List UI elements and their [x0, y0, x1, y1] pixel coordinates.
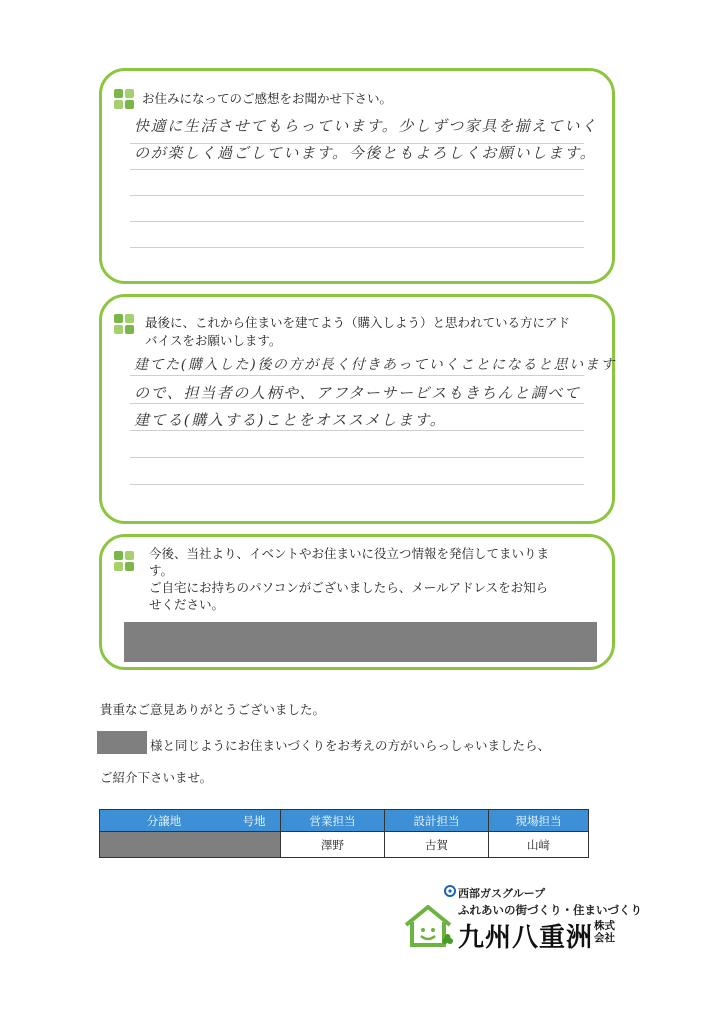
handwritten-answer-line: 快適に生活させてもらっています。少しずつ家具を揃えていく	[134, 117, 598, 135]
newsletter-box	[99, 534, 615, 670]
referral-text-2: ご紹介下さいませ。	[100, 770, 213, 785]
gas-group-icon	[444, 885, 456, 897]
newsletter-prompt-line: す。	[149, 563, 174, 578]
answer-rule	[130, 403, 584, 404]
table-header: 営業担当	[281, 810, 385, 832]
redacted-email	[124, 622, 597, 662]
table-header-row	[100, 810, 589, 832]
answer-rule	[130, 169, 584, 170]
advice-prompt-line: 最後に、これから住まいを建てよう（購入しよう）と思われている方にアド	[145, 315, 571, 330]
sales-staff-cell: 澤野	[281, 832, 385, 858]
clover-icon	[114, 314, 134, 334]
company-tagline: ふれあいの街づくり・住まいづくり	[458, 903, 642, 917]
impressions-box	[99, 68, 615, 284]
table-header: 分譲地	[100, 810, 229, 832]
clover-icon	[114, 89, 134, 109]
site-staff-cell: 山﨑	[489, 832, 589, 858]
handwritten-answer-line: 建てた(購入した)後の方が長く付きあっていくことになると思います	[134, 357, 616, 373]
answer-rule	[130, 484, 584, 485]
handwritten-answer-line: 建てる(購入する)ことをオススメします。	[134, 411, 447, 429]
referral-text: 様と同じようにお住まいづくりをお考えの方がいらっしゃいましたら、	[150, 738, 551, 753]
advice-box	[99, 294, 615, 524]
answer-rule	[130, 221, 584, 222]
group-name: 西部ガスグループ	[458, 887, 546, 900]
redacted-name	[97, 731, 147, 754]
staff-table	[99, 809, 589, 858]
answer-rule	[130, 195, 584, 196]
thanks-text: 貴重なご意見ありがとうございました。	[100, 702, 326, 717]
newsletter-prompt-line: 今後、当社より、イベントやお住まいに役立つ情報を発信してまいりま	[149, 546, 550, 561]
answer-rule	[130, 375, 584, 376]
house-logo-icon	[402, 903, 454, 949]
answer-rule	[130, 247, 584, 248]
table-row	[100, 832, 589, 858]
design-staff-cell: 古賀	[385, 832, 489, 858]
handwritten-answer-line: のが楽しく過ごしています。今後ともよろしくお願いします。	[134, 144, 597, 162]
clover-icon	[114, 551, 134, 571]
table-header: 現場担当	[489, 810, 589, 832]
company-suffix: 株式会社	[594, 920, 615, 944]
impressions-prompt: お住みになってのご感想をお聞かせ下さい。	[142, 91, 393, 106]
answer-rule	[130, 430, 584, 431]
table-header: 号地	[228, 810, 281, 832]
company-name: 九州八重洲	[458, 923, 594, 953]
handwritten-answer-line: ので、担当者の人柄や、アフターサービスもきちんと調べて	[134, 384, 581, 402]
redacted-lot-cell	[100, 832, 281, 858]
newsletter-prompt-line: ご自宅にお持ちのパソコンがございましたら、メールアドレスをお知ら	[149, 580, 549, 595]
answer-rule	[130, 457, 584, 458]
table-header: 設計担当	[385, 810, 489, 832]
advice-prompt-line: バイスをお願いします。	[145, 333, 282, 348]
newsletter-prompt-line: せください。	[149, 597, 225, 612]
